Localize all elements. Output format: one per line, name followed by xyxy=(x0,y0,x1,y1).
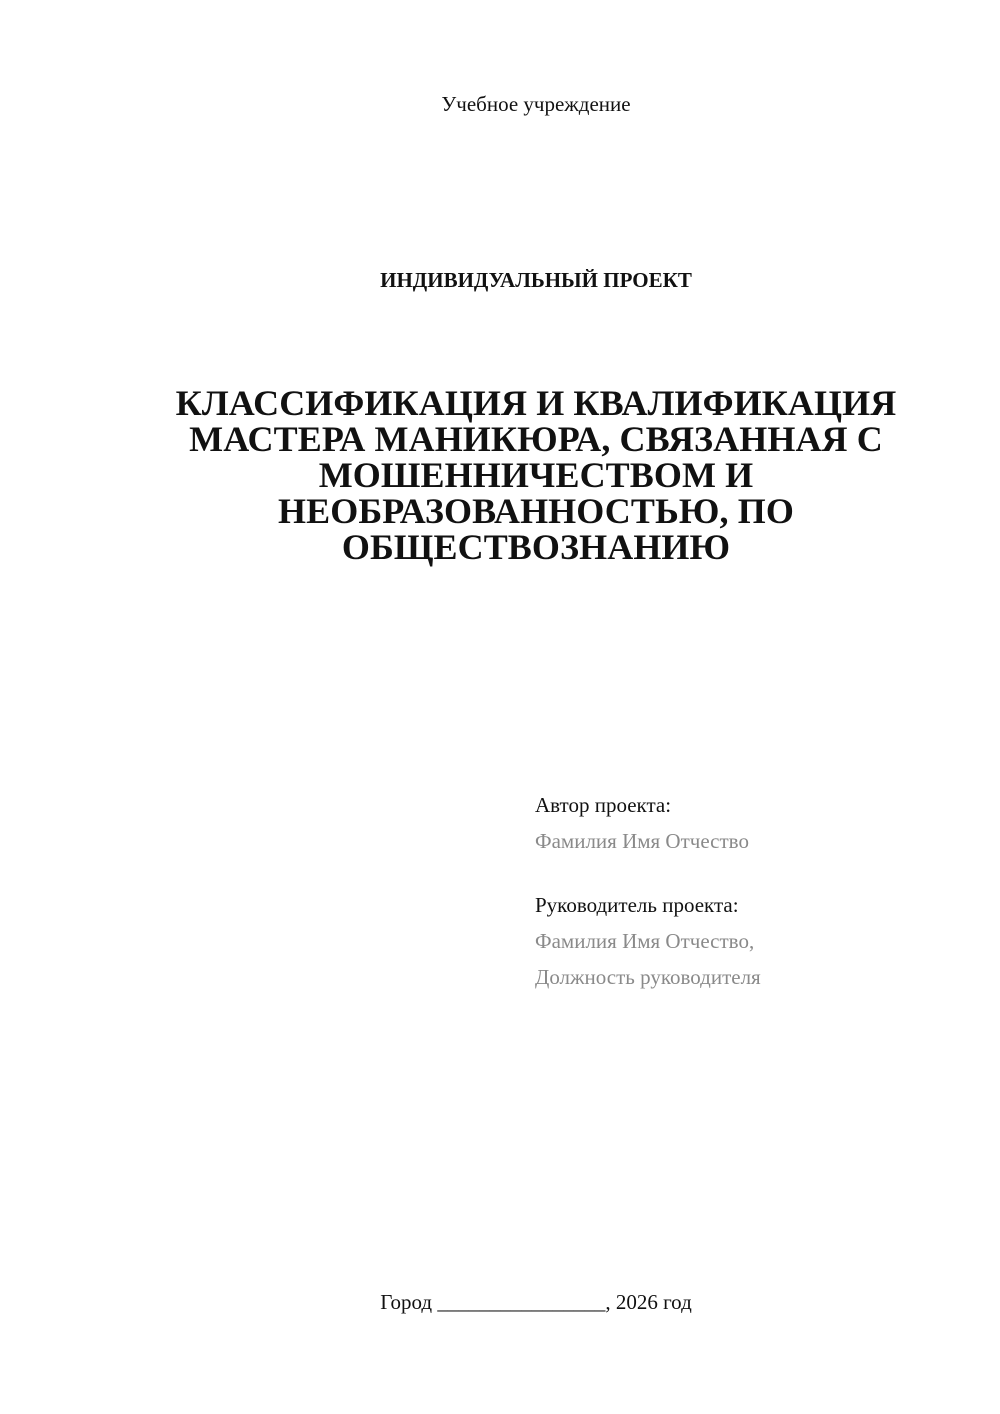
city-year-line: Город ________________, 2026 год xyxy=(380,1290,692,1314)
author-name-placeholder: Фамилия Имя Отчество xyxy=(535,829,749,853)
project-credits xyxy=(535,787,975,995)
project-title-line: НЕОБРАЗОВАННОСТЬЮ, ПО xyxy=(278,491,794,531)
project-title-line: ОБЩЕСТВОЗНАНИЮ xyxy=(341,527,731,567)
supervisor-position-placeholder: Должность руководителя xyxy=(535,965,761,989)
supervisor-name-placeholder: Фамилия Имя Отчество, xyxy=(535,929,755,953)
project-title-line: МОШЕННИЧЕСТВОМ И xyxy=(318,455,754,495)
author-label: Автор проекта: xyxy=(535,793,672,817)
project-title xyxy=(140,385,932,565)
supervisor-label: Руководитель проекта: xyxy=(535,893,739,917)
project-title-line: КЛАССИФИКАЦИЯ И КВАЛИФИКАЦИЯ xyxy=(175,383,897,423)
project-type-heading: ИНДИВИДУАЛЬНЫЙ ПРОЕКТ xyxy=(380,268,692,292)
project-title-line: МАСТЕРА МАНИКЮРА, СВЯЗАННАЯ С xyxy=(189,419,883,459)
institution-name: Учебное учреждение xyxy=(441,92,631,116)
credits-spacer xyxy=(535,859,975,887)
